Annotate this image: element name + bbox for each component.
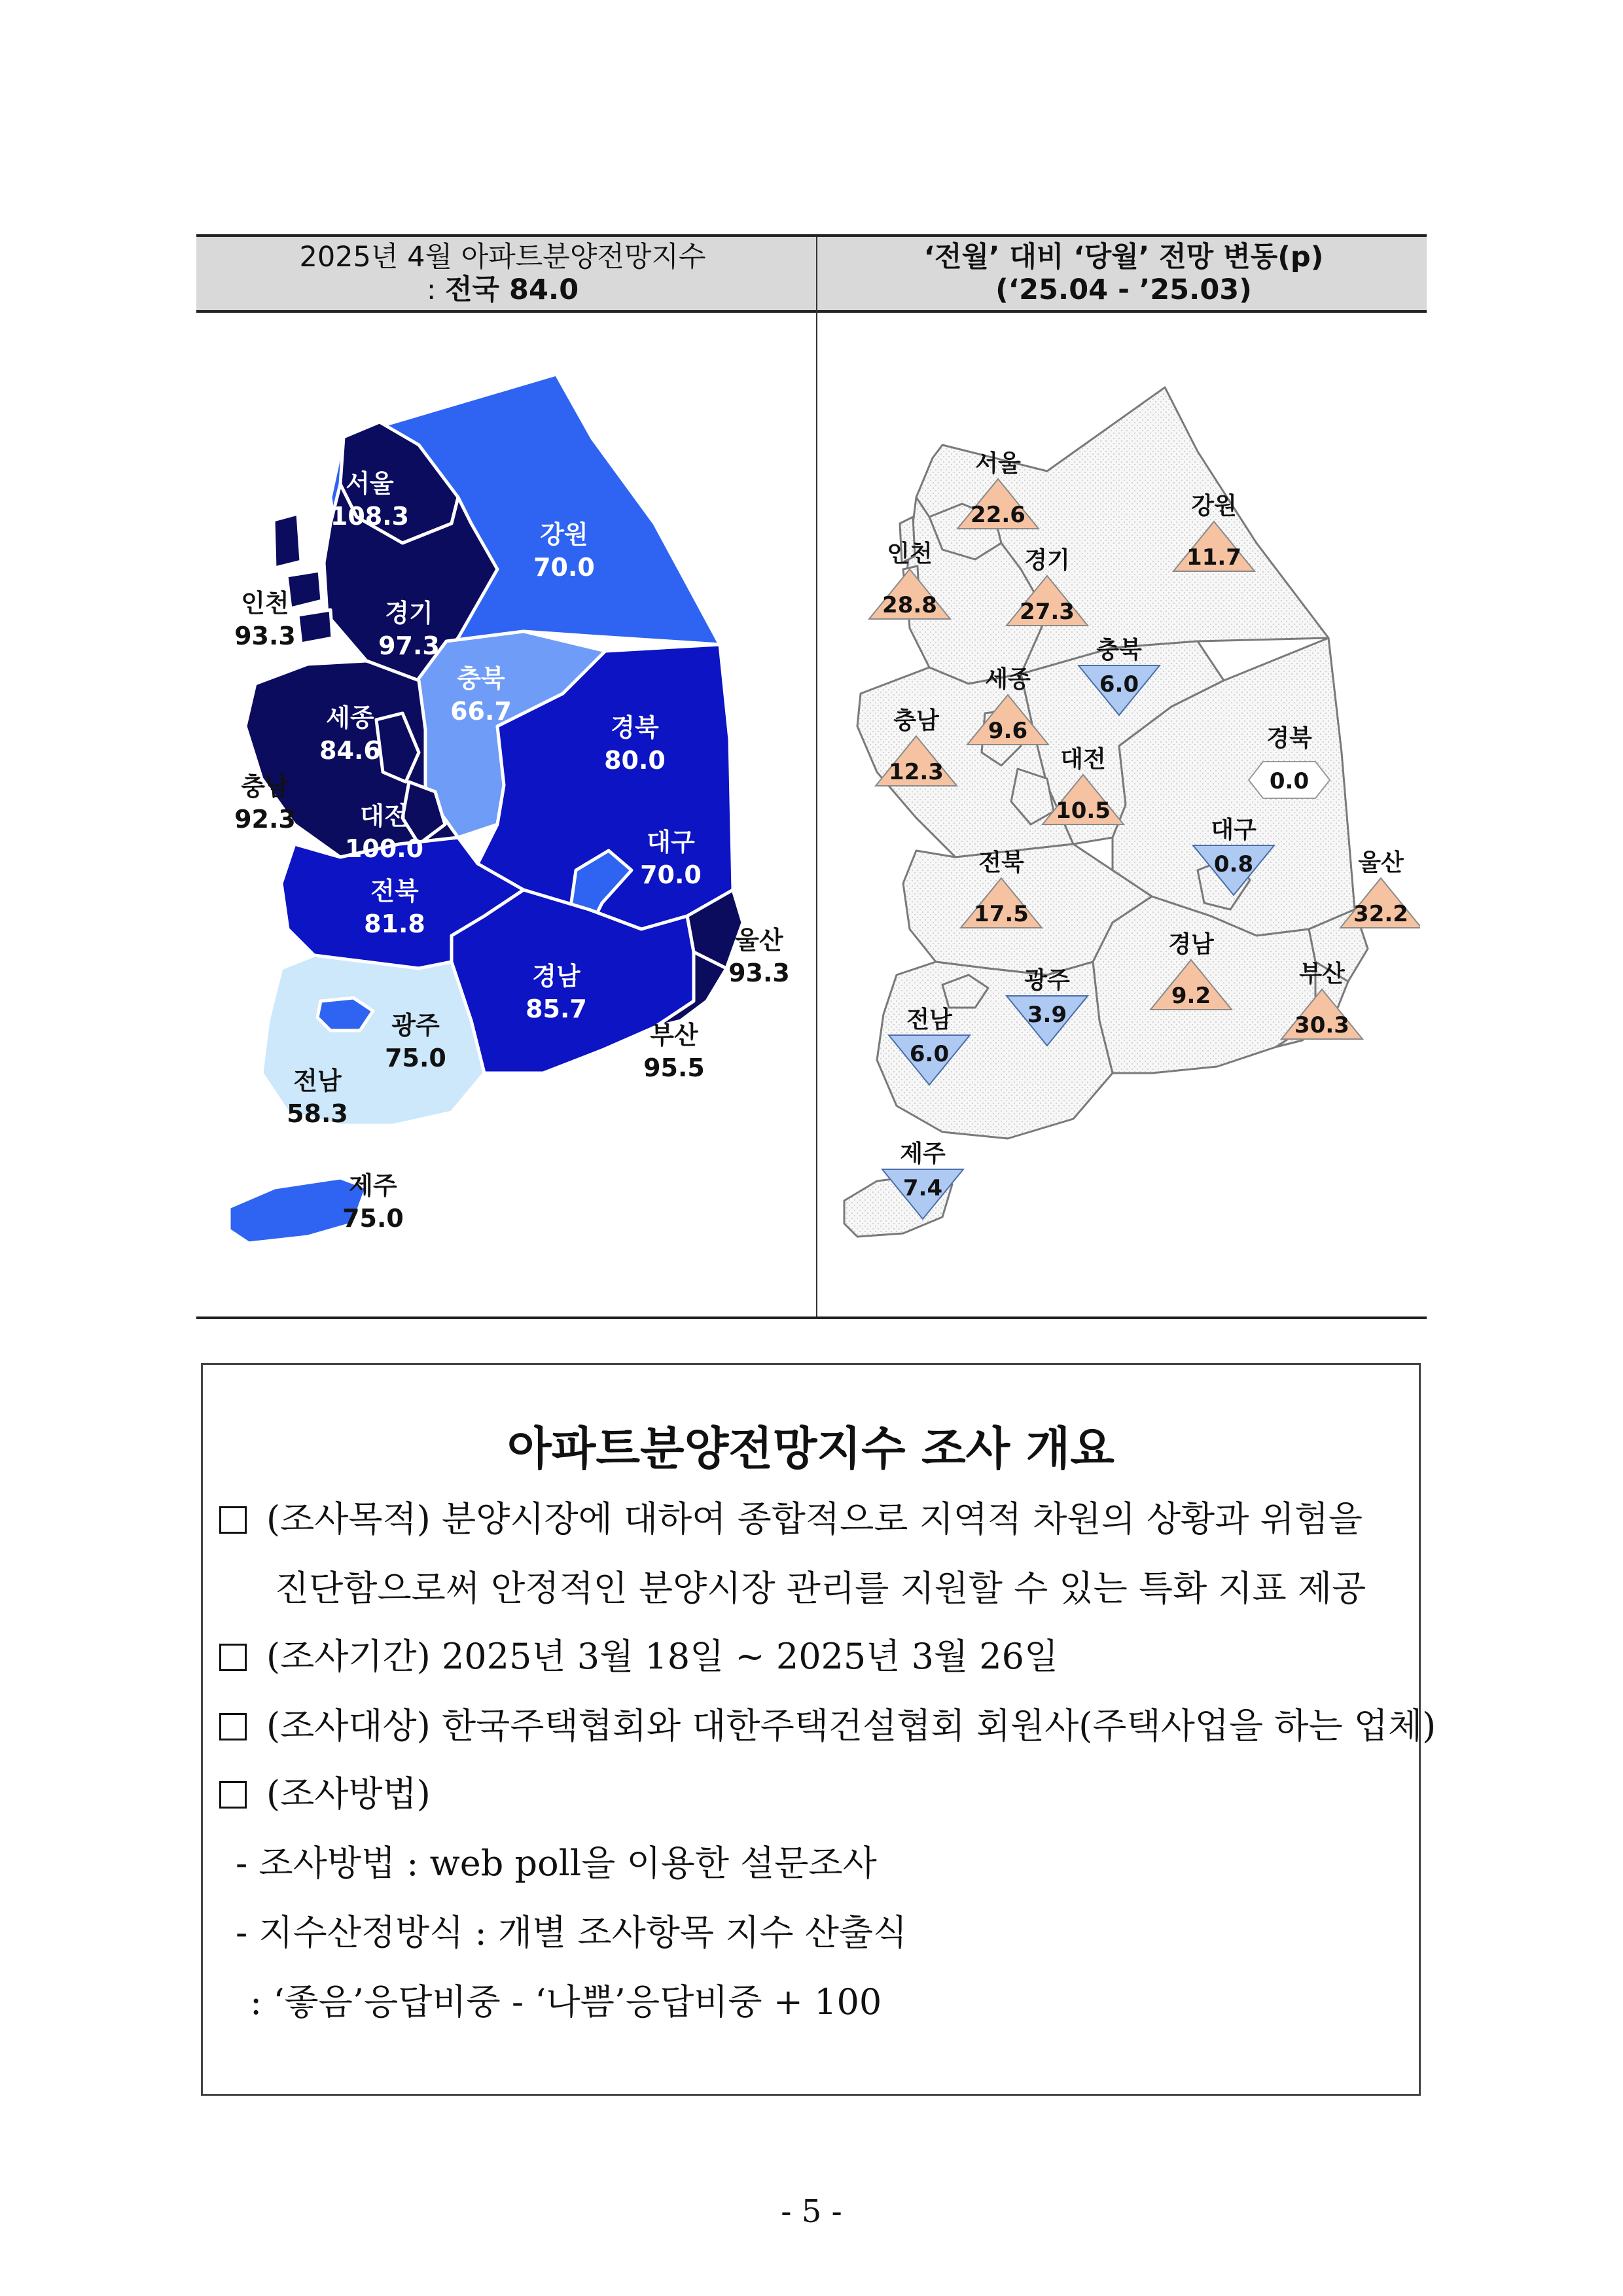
- index-label-value: 93.3: [234, 622, 296, 650]
- change-label-name: 울산: [1358, 849, 1404, 876]
- change-label-value: 30.3: [1294, 1012, 1349, 1038]
- index-label-name: 충남: [241, 772, 289, 801]
- index-label-name: 울산: [735, 926, 783, 955]
- index-label-name: 서울: [346, 469, 394, 498]
- overview-item-target: [219, 1706, 1436, 1746]
- index-label-name: 경북: [611, 713, 659, 742]
- change-label-value: 0.8: [1213, 851, 1254, 877]
- region-incheon: [274, 514, 301, 568]
- header-left-subtitle: [196, 274, 809, 306]
- index-label-name: 경기: [385, 599, 433, 627]
- overview-line: (조사방법): [266, 1773, 431, 1814]
- change-map: [828, 366, 1420, 1263]
- change-label-value: 22.6: [971, 502, 1026, 528]
- overview-line: (조사목적) 분양시장에 대하여 종합적으로 지역적 차원의 상황과 위험을: [266, 1498, 1363, 1540]
- header-right-title: ‘전월’ 대비 ‘당월’ 전망 변동(p): [923, 241, 1324, 274]
- change-label-name: 충북: [1096, 637, 1142, 663]
- change-label-value: 3.9: [1027, 1002, 1067, 1028]
- index-label-name: 대전: [360, 802, 408, 830]
- index-label-value: 84.6: [319, 736, 381, 765]
- header-right-subtitle: (‘25.04 - ’25.03): [995, 274, 1252, 306]
- page-number: - 5 -: [781, 2193, 842, 2230]
- overview-line: 진단함으로써 안정적인 분양시장 관리를 지원할 수 있는 특화 지표 제공: [275, 1568, 1366, 1609]
- index-map: [216, 353, 805, 1263]
- overview-item-purpose: [219, 1500, 1363, 1539]
- index-label-value: 70.0: [533, 553, 595, 582]
- change-label-name: 세종: [985, 666, 1031, 693]
- change-label-name: 전남: [906, 1006, 952, 1033]
- checkbox-icon: [219, 1644, 247, 1671]
- region-incheon-2: [287, 571, 322, 609]
- change-label-name: 부산: [1299, 961, 1345, 987]
- national-index: 전국 84.0: [445, 274, 579, 306]
- index-label-name: 전남: [293, 1067, 342, 1095]
- header-right: [817, 241, 1430, 306]
- header-left-title: 2025년 4월 아파트분양전망지수: [299, 241, 706, 274]
- index-label-name: 세종: [326, 703, 374, 732]
- change-label-name: 제주: [900, 1140, 946, 1167]
- checkbox-icon: [219, 1506, 247, 1534]
- index-label-name: 경남: [532, 962, 580, 991]
- change-label-value: 27.3: [1020, 599, 1075, 625]
- change-label-value: 7.4: [902, 1175, 943, 1201]
- change-label-name: 전북: [978, 849, 1024, 876]
- change-label-value: 9.2: [1171, 983, 1211, 1009]
- overview-line: - 지수산정방식 : 개별 조사항목 지수 산출식: [236, 1912, 908, 1953]
- index-label-name: 대구: [647, 828, 695, 857]
- change-label-value: 0.0: [1269, 768, 1310, 794]
- index-label-name: 제주: [349, 1171, 397, 1200]
- change-label-name: 인천: [887, 540, 933, 567]
- change-label-name: 경기: [1024, 547, 1070, 574]
- overview-item-purpose-cont: [275, 1569, 1366, 1608]
- index-label-name: 전북: [370, 877, 419, 906]
- index-label-value: 81.8: [364, 910, 425, 938]
- change-label-value: 6.0: [1099, 671, 1139, 698]
- index-label-name: 인천: [241, 589, 289, 618]
- index-label-value: 75.0: [385, 1044, 446, 1072]
- index-label-name: 광주: [391, 1011, 440, 1040]
- change-label-name: 광주: [1024, 967, 1070, 994]
- change-label-name: 서울: [975, 450, 1021, 477]
- index-label-name: 부산: [650, 1021, 698, 1050]
- change-label-value: 17.5: [974, 901, 1029, 927]
- table-header-rule: [196, 310, 1427, 313]
- index-label-value: 92.3: [234, 805, 296, 834]
- table-column-divider: [816, 237, 817, 1316]
- table-bottom-rule: [196, 1316, 1427, 1319]
- overview-title: 아파트분양전망지수 조사 개요: [507, 1422, 1115, 1475]
- index-label-value: 58.3: [287, 1099, 348, 1128]
- overview-item-method-detail: [236, 1844, 877, 1883]
- overview-item-period: [219, 1637, 1058, 1676]
- index-label-value: 66.7: [450, 697, 512, 726]
- index-label-value: 85.7: [526, 995, 587, 1023]
- overview-line: - 조사방법 : web poll을 이용한 설문조사: [236, 1843, 877, 1884]
- change-label-name: 대전: [1060, 746, 1106, 773]
- change-label-value: 32.2: [1353, 901, 1408, 927]
- index-label-value: 80.0: [604, 746, 666, 775]
- change-label-value: 9.6: [988, 718, 1028, 744]
- change-label-name: 대구: [1211, 817, 1257, 843]
- index-label-name: 충북: [457, 664, 505, 693]
- change-label-name: 강원: [1191, 493, 1237, 520]
- overview-line: : ‘좋음’응답비중 - ‘나쁨’응답비중 + 100: [250, 1981, 882, 2022]
- index-label-value: 93.3: [728, 959, 790, 987]
- change-label-value: 10.5: [1056, 798, 1111, 824]
- change-label-value: 6.0: [909, 1041, 950, 1067]
- overview-item-formula: [250, 1983, 882, 2022]
- overview-line: (조사대상) 한국주택협회와 대한주택건설협회 회원사(주택사업을 하는 업체): [266, 1705, 1436, 1746]
- header-left-prefix: :: [426, 274, 445, 306]
- index-label-value: 97.3: [378, 631, 440, 660]
- index-label-value: 70.0: [640, 860, 702, 889]
- checkbox-icon: [219, 1713, 247, 1740]
- overview-line: (조사기간) 2025년 3월 18일 ~ 2025년 3월 26일: [266, 1636, 1059, 1677]
- index-label-value: 75.0: [342, 1204, 404, 1233]
- index-label-value: 95.5: [643, 1053, 705, 1082]
- header-left: [196, 241, 809, 306]
- change-label-name: 충남: [893, 707, 939, 734]
- index-label-name: 강원: [540, 520, 588, 549]
- change-label-value: 28.8: [882, 592, 937, 618]
- index-label-value: 100.0: [344, 834, 424, 863]
- change-label-value: 11.7: [1186, 544, 1241, 571]
- checkbox-icon: [219, 1781, 247, 1809]
- overview-item-formula-method: [236, 1913, 907, 1952]
- index-label-value: 108.3: [330, 502, 410, 531]
- region-incheon-3: [298, 610, 332, 644]
- change-label-name: 경남: [1168, 931, 1214, 958]
- change-label-name: 경북: [1266, 725, 1312, 752]
- overview-item-method: [219, 1775, 431, 1814]
- change-label-value: 12.3: [889, 759, 944, 785]
